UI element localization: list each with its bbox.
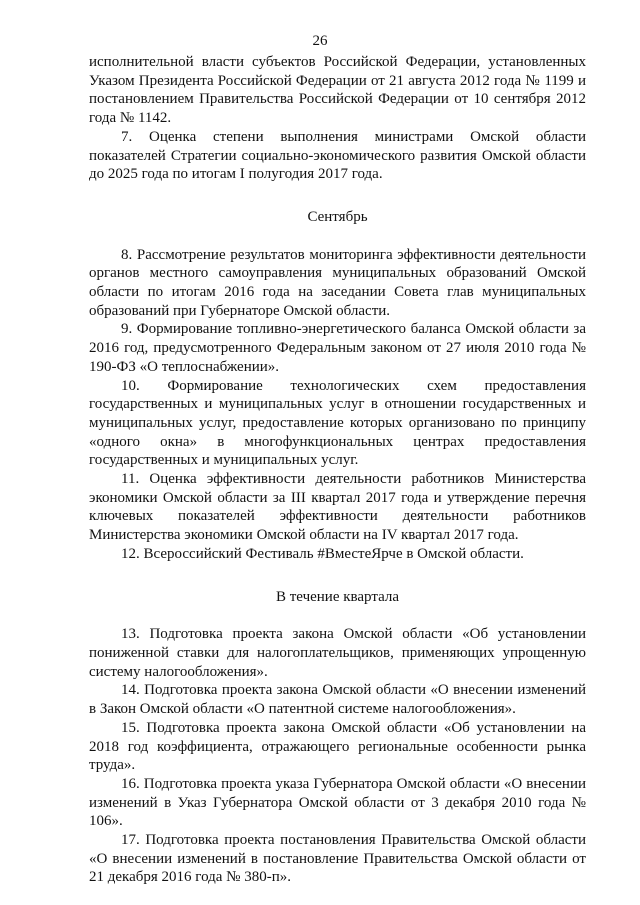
paragraph-17: 17. Подготовка проекта постановления Правительства Омской области «О внесении изменений в постановление Правительства Омской области от 21 декабря 2016 года № 380-п». xyxy=(89,832,586,886)
paragraph-continuation: исполнительной власти субъектов Российской Федерации, установленных Указом Президента Российской Федерации от 21 августа 2012 года № 1199 и постановлением Правительства Российской Федерации от 10 сентября 2012 года № 1142. xyxy=(89,54,586,127)
paragraph-14: 14. Подготовка проекта закона Омской области «О внесении изменений в Закон Омской области «О патентной системе налогообложения». xyxy=(89,682,586,718)
paragraph-15: 15. Подготовка проекта закона Омской области «Об установлении на 2018 год коэффициента, отражающего региональные особенности рынка труда». xyxy=(89,719,586,774)
document-body xyxy=(89,53,586,887)
paragraph-11: 11. Оценка эффективности деятельности работников Министерства экономики Омской области за III квартал 2017 года и утверждение перечня ключевых показателей эффективности деятельности работников Министерства экономики Омской области на IV квартал 2017 года. xyxy=(89,471,586,544)
paragraph-9: 9. Формирование топливно-энергетического баланса Омской области за 2016 год, предусмотренного Федеральным законом от 27 июля 2010 года № 190-ФЗ «О теплоснабжении». xyxy=(89,321,586,375)
section-heading-quarter: В течение квартала xyxy=(275,588,400,605)
paragraph-10: 10. Формирование технологических схем предоставления государственных и муниципальных услуг в отношении государственных и муниципальных услуг, предоставление которых организовано по принципу «одного окна» в многофункциональных центрах предоставления государственных и муниципальных услуг. xyxy=(89,377,586,469)
paragraph-13: 13. Подготовка проекта закона Омской области «Об установлении пониженной ставки для налогоплательщиков, применяющих упрощенную систему налогообложения». xyxy=(89,626,586,680)
paragraph-8: 8. Рассмотрение результатов мониторинга эффективности деятельности органов местного самоуправления муниципальных образований Омской области по итогам 2016 года на заседании Совета глав муниципальных образований при Губернаторе Омской области. xyxy=(89,246,586,319)
section-heading-september: Сентябрь xyxy=(307,208,368,225)
page-number: 26 xyxy=(312,33,328,49)
paragraph-12: 12. Всероссийский Фестиваль #ВместеЯрче в Омской области. xyxy=(121,545,524,562)
paragraph-16: 16. Подготовка проекта указа Губернатора Омской области «О внесении изменений в Указ Губернатора Омской области от 3 декабря 2010 года № 106». xyxy=(89,775,586,830)
paragraph-7: 7. Оценка степени выполнения министрами Омской области показателей Стратегии социально-экономического развития Омской области до 2025 года по итогам I полугодия 2017 года. xyxy=(89,128,586,183)
